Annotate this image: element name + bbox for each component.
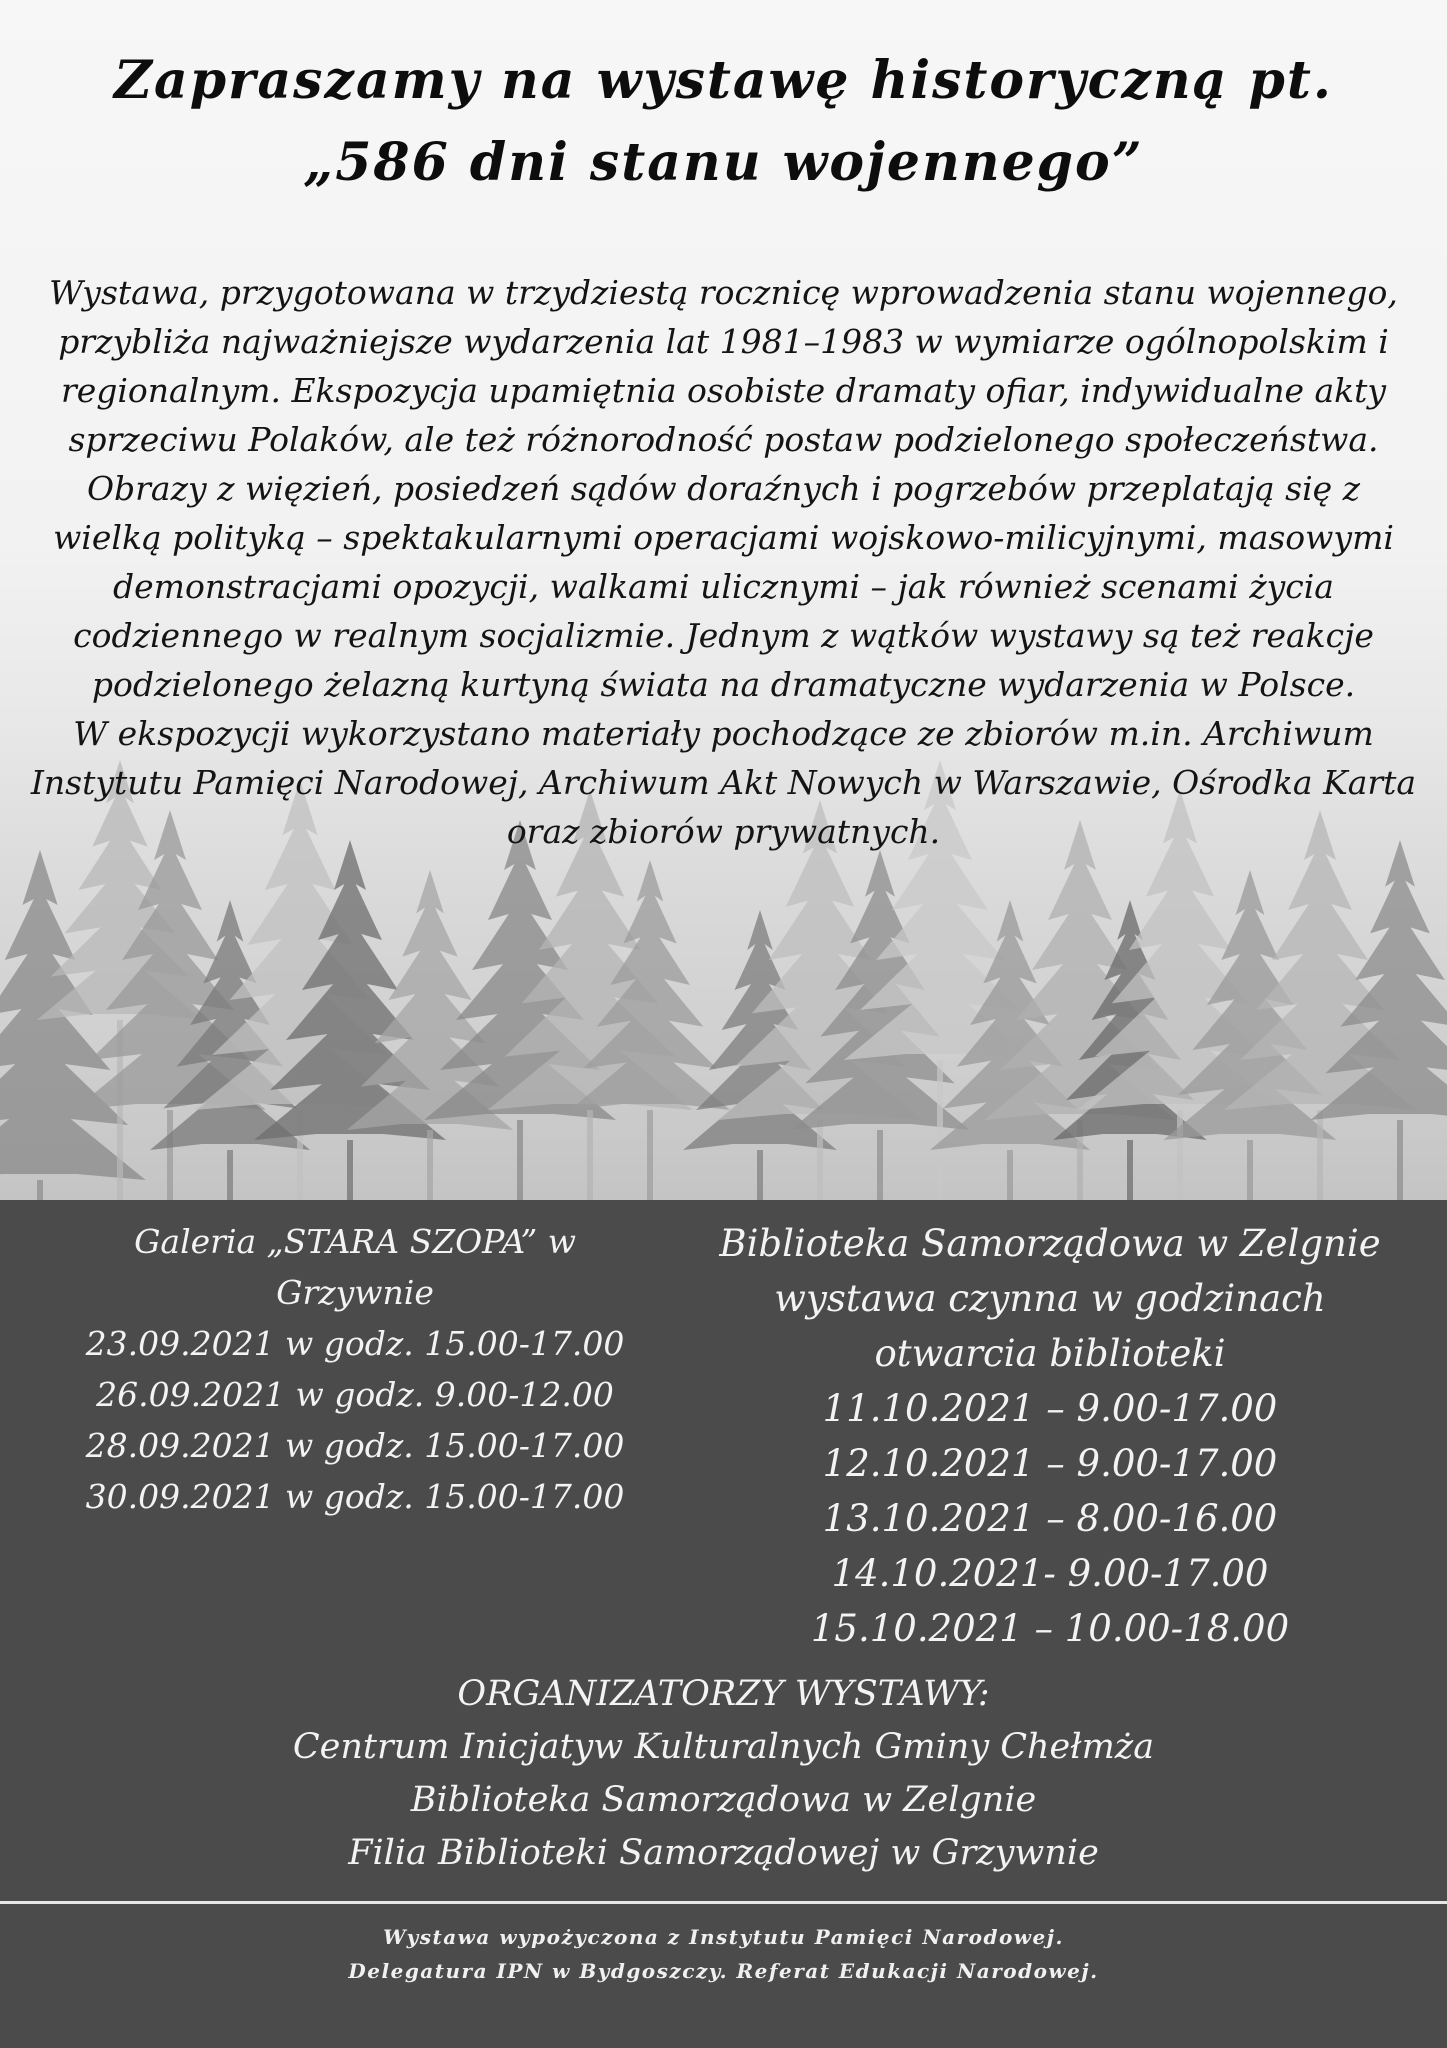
right-venue-name-2: wystawa czynna w godzinach [774, 1277, 1326, 1320]
organizer-1: Centrum Inicjatyw Kulturalnych Gminy Chełmża [292, 1727, 1155, 1767]
footer-line-2: Delegatura IPN w Bydgoszczy. Referat Edukacji Narodowej. [348, 1959, 1099, 1983]
left-venue-schedule [40, 1216, 670, 1522]
tree-trunk [937, 1060, 943, 1200]
left-date-1: 23.09.2021 w godz. 15.00-17.00 [85, 1324, 625, 1363]
description-paragraph-1: Wystawa, przygotowana w trzydziestą rocznicę wprowadzenia stanu wojennego, przybliża najważniejsze wydarzenia lat 1981–1983 w wymiarze ogólnopolskim i regionalnym. Ekspozycja upamiętnia osobiste dramaty ofiar, indywidualne akty sprzeciwu Polaków, ale też różnorodność postaw podzielonego społeczeństwa. Obrazy z więzień, posiedzeń sądów doraźnych i pogrzebów przeplatają się z wielką polityką – spektakularnymi operacjami wojskowo-milicyjnymi, masowymi demonstracjami opozycji, walkami ulicznymi – jak również scenami życia codziennego w realnym socjalizmie. Jednym z wątków wystawy są też reakcje podzielonego żelazną kurtyną świata na dramatyczne wydarzenia w Polsce. [49, 273, 1398, 704]
exhibition-description [30, 268, 1417, 856]
organizer-2: Biblioteka Samorządowa w Zelgnie [410, 1780, 1037, 1820]
tree-trunk [517, 1120, 523, 1200]
right-venue-name-1: Biblioteka Samorządowa w Zelgnie [719, 1222, 1381, 1265]
description-paragraph-2: W ekspozycji wykorzystano materiały pochodzące ze zbiorów m.in. Archiwum Instytutu Pamięci Narodowej, Archiwum Akt Nowych w Warszawie, Ośrodka Karta oraz zbiorów prywatnych. [30, 714, 1417, 851]
right-date-4: 14.10.2021- 9.00-17.00 [831, 1552, 1269, 1595]
left-venue-name-1: Galeria „STARA SZOPA” w [134, 1222, 576, 1261]
tree-trunk [227, 1150, 233, 1200]
right-venue-schedule [690, 1216, 1410, 1656]
poster-title [0, 40, 1447, 204]
title-line-1: Zapraszamy na wystawę historyczną pt. [114, 50, 1333, 111]
organizers-section [0, 1668, 1447, 1880]
tree-trunk [877, 1130, 883, 1200]
tree-trunk [347, 1140, 353, 1200]
tree-trunk [587, 1110, 593, 1200]
tree-trunk [817, 1120, 823, 1200]
tree-trunk [427, 1130, 433, 1200]
tree-trunk [1247, 1140, 1253, 1200]
left-venue-name-2: Grzywnie [276, 1273, 434, 1312]
right-date-2: 12.10.2021 – 9.00-17.00 [822, 1442, 1278, 1485]
tree-trunk [1177, 1110, 1183, 1200]
right-venue-name-3: otwarcia biblioteki [874, 1332, 1226, 1375]
organizers-heading: ORGANIZATORZY WYSTAWY: [457, 1674, 990, 1714]
left-date-2: 26.09.2021 w godz. 9.00-12.00 [96, 1375, 614, 1414]
left-date-3: 28.09.2021 w godz. 15.00-17.00 [85, 1426, 625, 1465]
right-date-5: 15.10.2021 – 10.00-18.00 [810, 1607, 1290, 1650]
organizer-3: Filia Biblioteki Samorządowej w Grzywnie [348, 1833, 1099, 1873]
footer-line-1: Wystawa wypożyczona z Instytutu Pamięci Narodowej. [383, 1925, 1064, 1949]
tree-trunk [1317, 1110, 1323, 1200]
tree-trunk [1397, 1120, 1403, 1200]
left-date-4: 30.09.2021 w godz. 15.00-17.00 [85, 1477, 625, 1516]
tree-trunk [37, 1180, 43, 1200]
tree-trunk [167, 1110, 173, 1200]
tree-trunk [757, 1150, 763, 1200]
tree-trunk [1127, 1140, 1133, 1200]
right-date-1: 11.10.2021 – 9.00-17.00 [822, 1387, 1278, 1430]
tree-trunk [647, 1110, 653, 1200]
footer-credits [0, 1920, 1447, 1988]
tree-trunk [1007, 1150, 1013, 1200]
title-line-2: „586 dni stanu wojennego” [303, 132, 1144, 193]
right-date-3: 13.10.2021 – 8.00-16.00 [822, 1497, 1278, 1540]
footer-divider [0, 1901, 1447, 1904]
